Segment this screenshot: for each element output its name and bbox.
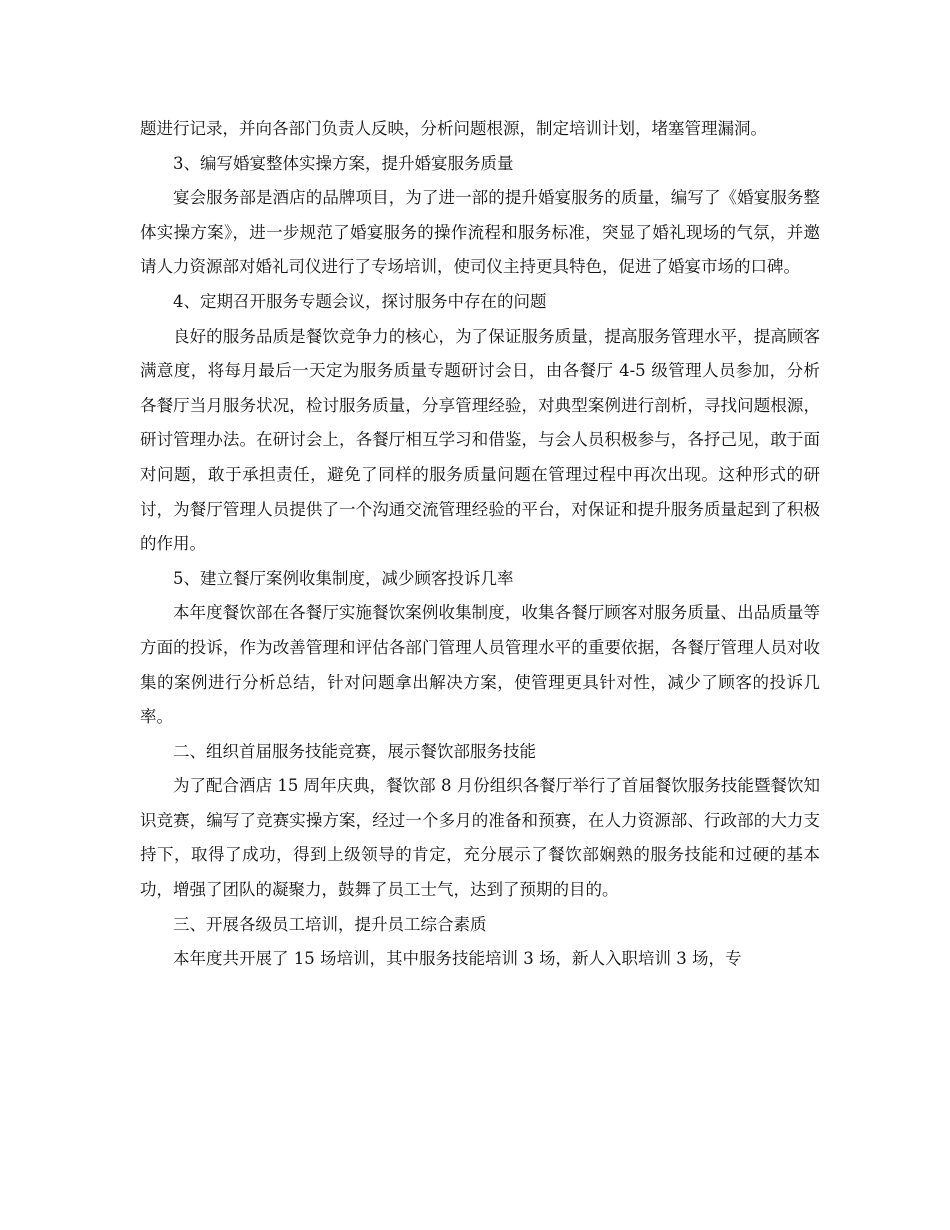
paragraph-service-meeting: 良好的服务品质是餐饮竞争力的核心，为了保证服务质量，提高服务管理水平，提高顾客满意度，将每月最后一天定为服务质量专题研讨会日，由各餐厅 4-5 级管理人员参加，分析各餐厅当月服务状况，检讨服务质量，分享管理经验，对典型案例进行剖析，寻找问题根源，研讨管理办法。在研讨会上，各餐厅相互学习和借鉴，与会人员积极参与，各抒己见，敢于面对问题，敢于承担责任，避免了同样的服务质量问题在管理过程中再次出现。这种形式的研讨，为餐厅管理人员提供了一个沟通交流管理经验的平台，对保证和提升服务质量起到了积极的作用。	[140, 326, 820, 554]
paragraph-wedding-plan: 宴会服务部是酒店的品牌项目，为了进一部的提升婚宴服务的质量，编写了《婚宴服务整体实操方案》，进一步规范了婚宴服务的操作流程和服务标准，突显了婚礼现场的气氛，并邀请人力资源部对婚礼司仪进行了专场培训，使司仪主持更具特色，促进了婚宴市场的口碑。	[140, 188, 820, 277]
heading-skills-competition: 二、组织首届服务技能竞赛，展示餐饮部服务技能	[173, 741, 536, 761]
paragraph-skills-competition: 为了配合酒店 15 周年庆典，餐饮部 8 月份组织各餐厅举行了首届餐饮服务技能暨餐饮知识竞赛，编写了竞赛实操方案，经过一个多月的准备和预赛，在人力资源部、行政部的大力支持下，取得了成功，得到上级领导的肯定，充分展示了餐饮部娴熟的服务技能和过硬的基本功，增强了团队的凝聚力，鼓舞了员工士气，达到了预期的目的。	[140, 776, 820, 900]
paragraph-staff-training: 本年度共开展了 15 场培训，其中服务技能培训 3 场，新人入职培训 3 场，专	[173, 949, 742, 969]
paragraph-case-collection: 本年度餐饮部在各餐厅实施餐饮案例收集制度，收集各餐厅顾客对服务质量、出品质量等方面的投诉，作为改善管理和评估各部门管理人员管理水平的重要依据，各餐厅管理人员对收集的案例进行分析总结，针对问题拿出解决方案，使管理更具针对性，减少了顾客的投诉几率。	[140, 603, 820, 727]
heading-wedding-plan: 3、编写婚宴整体实操方案，提升婚宴服务质量	[173, 153, 514, 173]
document-body	[140, 112, 820, 977]
heading-case-collection: 5、建立餐厅案例收集制度，减少顾客投诉几率	[173, 568, 514, 588]
heading-staff-training: 三、开展各级员工培训，提升员工综合素质	[173, 914, 487, 934]
heading-service-meeting: 4、定期召开服务专题会议，探讨服务中存在的问题	[173, 291, 547, 311]
paragraph-continuation: 题进行记录，并向各部门负责人反映，分析问题根源，制定培训计划，堵塞管理漏洞。	[140, 119, 767, 138]
